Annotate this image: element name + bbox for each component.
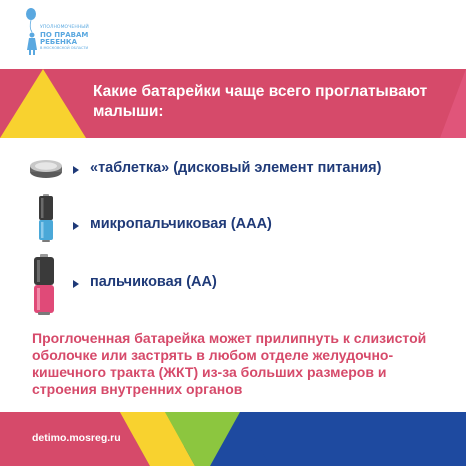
bullet-arrow xyxy=(73,280,79,288)
logo-line-3: РЕБЕНКА xyxy=(40,37,78,46)
logo-line-1: УПОЛНОМОЧЕННЫЙ xyxy=(40,25,89,30)
bullet-arrow xyxy=(73,222,79,230)
banner-yellow-triangle xyxy=(0,69,90,138)
item-label-aa: пальчиковая (AA) xyxy=(90,274,217,290)
logo-text xyxy=(40,26,89,50)
item-label-coin: «таблетка» (дисковый элемент питания) xyxy=(90,160,382,176)
logo-line-2: ПО ПРАВАМ xyxy=(40,30,89,39)
logo-line-4: В МОСКОВСКОЙ ОБЛАСТИ xyxy=(40,45,89,50)
aaa-battery-icon xyxy=(36,194,56,244)
item-label-aaa: микропальчиковая (AAA) xyxy=(90,216,272,232)
footer-url[interactable]: detimo.mosreg.ru xyxy=(32,432,121,444)
aa-battery-icon xyxy=(30,254,58,316)
warning-note: Проглоченная батарейка может прилипнуть к слизистой оболочке или застрять в любом отделе желудочно-кишечного тракта (ЖКТ) из-за больших размеров и строения внутренних органов xyxy=(32,330,427,397)
bullet-arrow xyxy=(73,166,79,174)
banner-title: Какие батарейки чаще всего проглатывают малыши: xyxy=(93,83,428,120)
coin-battery-icon xyxy=(28,158,64,180)
balloon-child-icon xyxy=(22,8,42,56)
logo xyxy=(18,8,98,58)
